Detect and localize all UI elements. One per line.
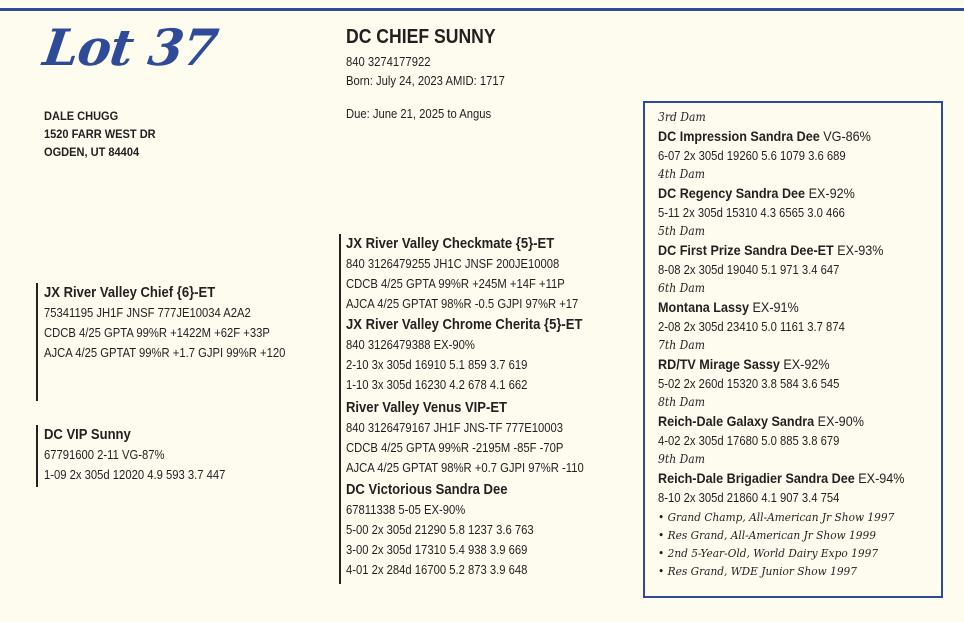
dam-generation-label: 7th Dam xyxy=(658,338,705,352)
dam-entry-record: 4-02 2x 305d 17680 5.0 885 3.8 679 xyxy=(658,434,840,448)
sire-name: JX River Valley Chief {6}-ET xyxy=(44,285,216,301)
dam-entry-score: EX-94% xyxy=(858,470,905,486)
dam-entry-score: EX-90% xyxy=(817,413,864,429)
dam-generation-label: 4th Dam xyxy=(658,167,705,181)
dam-sire-name: River Valley Venus VIP-ET xyxy=(346,400,508,416)
animal-name: DC CHIEF SUNNY xyxy=(346,26,496,48)
consignor-block xyxy=(44,107,156,161)
dam-entry xyxy=(658,223,932,280)
due-date: Due: June 21, 2025 to Angus xyxy=(346,107,492,121)
dam-dam-line: 3-00 2x 305d 17310 5.4 938 3.9 669 xyxy=(346,543,528,557)
dam-entry-record: 8-10 2x 305d 21860 4.1 907 3.4 754 xyxy=(658,491,840,505)
sire-dam-line: 1-10 3x 305d 16230 4.2 678 4.1 662 xyxy=(346,378,528,392)
dam-entry-name: Reich-Dale Brigadier Sandra Dee xyxy=(658,470,855,486)
dam-dam-line: 67811338 5-05 EX-90% xyxy=(346,503,466,517)
dam-entry-name: DC Regency Sandra Dee xyxy=(658,185,806,201)
dam-sire-block xyxy=(346,398,610,478)
dam-sire-line: 840 3126479167 JH1F JNS-TF 777E10003 xyxy=(346,421,564,435)
honor-item: • Res Grand, All-American Jr Show 1999 xyxy=(658,528,876,542)
sire-block xyxy=(44,283,312,363)
pedigree-bracket-dam-side xyxy=(339,398,341,584)
sire-dam-name: JX River Valley Chrome Cherita {5}-ET xyxy=(346,317,583,333)
honor-item: • 2nd 5-Year-Old, World Dairy Expo 1997 xyxy=(658,546,879,560)
dam-entry xyxy=(658,109,932,166)
dam-entry-score: EX-92% xyxy=(808,185,855,201)
maternal-line-list xyxy=(658,109,932,580)
dam-entry xyxy=(658,337,932,394)
top-rule xyxy=(0,8,964,11)
dam-entry-score: EX-93% xyxy=(837,242,884,258)
pedigree-bracket-sire xyxy=(36,283,38,401)
dam-entry xyxy=(658,280,932,337)
dam-entry-record: 5-11 2x 305d 15310 4.3 6565 3.0 466 xyxy=(658,206,845,220)
dam-entry-record: 8-08 2x 305d 19040 5.1 971 3.4 647 xyxy=(658,263,840,277)
sire-line: CDCB 4/25 GPTA 99%R +1422M +62F +33P xyxy=(44,326,270,340)
sire-line: 75341195 JH1F JNSF 777JE10034 A2A2 xyxy=(44,306,251,320)
dam-generation-label: 8th Dam xyxy=(658,395,705,409)
dam-generation-label: 6th Dam xyxy=(658,281,705,295)
dam-dam-line: 4-01 2x 284d 16700 5.2 873 3.9 648 xyxy=(346,563,528,577)
dam-sire-line: CDCB 4/25 GPTA 99%R -2195M -85F -70P xyxy=(346,441,564,455)
dam-entry-score: EX-91% xyxy=(752,299,799,315)
sire-dam-block xyxy=(346,315,609,395)
consignor-address: 1520 FARR WEST DR xyxy=(44,127,156,141)
dam-entry-name: Reich-Dale Galaxy Sandra xyxy=(658,413,815,429)
pedigree-bracket-dam xyxy=(36,425,38,487)
pedigree-bracket-sire-side xyxy=(339,234,341,400)
dam-generation-label: 5th Dam xyxy=(658,224,705,238)
sire-sire-block xyxy=(346,234,604,314)
honor-item: • Res Grand, WDE Junior Show 1997 xyxy=(658,564,858,578)
consignor-name: DALE CHUGG xyxy=(44,109,119,123)
animal-info xyxy=(346,53,505,91)
dam-dam-line: 5-00 2x 305d 21290 5.8 1237 3.6 763 xyxy=(346,523,534,537)
dam-dam-name: DC Victorious Sandra Dee xyxy=(346,482,508,498)
animal-born: Born: July 24, 2023 AMID: 1717 xyxy=(346,74,505,88)
animal-registration: 840 3274177922 xyxy=(346,55,431,69)
dam-line: 67791600 2-11 VG-87% xyxy=(44,448,165,462)
dam-entry xyxy=(658,166,932,223)
dam-entry-score: VG-86% xyxy=(823,128,871,144)
dam-entry-record: 6-07 2x 305d 19260 5.6 1079 3.6 689 xyxy=(658,149,846,163)
sire-sire-line: CDCB 4/25 GPTA 99%R +245M +14F +11P xyxy=(346,277,565,291)
dam-generation-label: 9th Dam xyxy=(658,452,705,466)
dam-entry-score: EX-92% xyxy=(783,356,830,372)
sire-line: AJCA 4/25 GPTAT 99%R +1.7 GJPI 99%R +120 xyxy=(44,346,286,360)
dam-entry-record: 5-02 2x 260d 15320 3.8 584 3.6 545 xyxy=(658,377,840,391)
honors-list xyxy=(658,508,932,580)
dam-generation-label: 3rd Dam xyxy=(658,110,706,124)
sire-sire-line: 840 3126479255 JH1C JNSF 200JE10008 xyxy=(346,257,560,271)
dam-name: DC VIP Sunny xyxy=(44,427,131,443)
dam-entry-name: RD/TV Mirage Sassy xyxy=(658,356,780,372)
sire-sire-name: JX River Valley Checkmate {5}-ET xyxy=(346,236,555,252)
dam-dam-block xyxy=(346,480,555,580)
dam-entry-name: DC Impression Sandra Dee xyxy=(658,128,820,144)
honor-item: • Grand Champ, All-American Jr Show 1997 xyxy=(658,510,895,524)
dam-line: 1-09 2x 305d 12020 4.9 593 3.7 447 xyxy=(44,468,226,482)
dam-entry xyxy=(658,451,932,508)
sire-dam-line: 840 3126479388 EX-90% xyxy=(346,338,475,352)
lot-number: Lot 37 xyxy=(39,18,221,77)
dam-sire-line: AJCA 4/25 GPTAT 98%R +0.7 GJPI 97%R -110 xyxy=(346,461,584,475)
dam-entry-name: Montana Lassy xyxy=(658,299,750,315)
dam-block xyxy=(44,425,246,485)
dam-entry xyxy=(658,394,932,451)
sire-dam-line: 2-10 3x 305d 16910 5.1 859 3.7 619 xyxy=(346,358,528,372)
consignor-city: OGDEN, UT 84404 xyxy=(44,145,140,159)
dam-entry-record: 2-08 2x 305d 23410 5.0 1161 3.7 874 xyxy=(658,320,845,334)
sire-sire-line: AJCA 4/25 GPTAT 98%R -0.5 GJPI 97%R +17 xyxy=(346,297,579,311)
dam-entry-name: DC First Prize Sandra Dee-ET xyxy=(658,242,834,258)
